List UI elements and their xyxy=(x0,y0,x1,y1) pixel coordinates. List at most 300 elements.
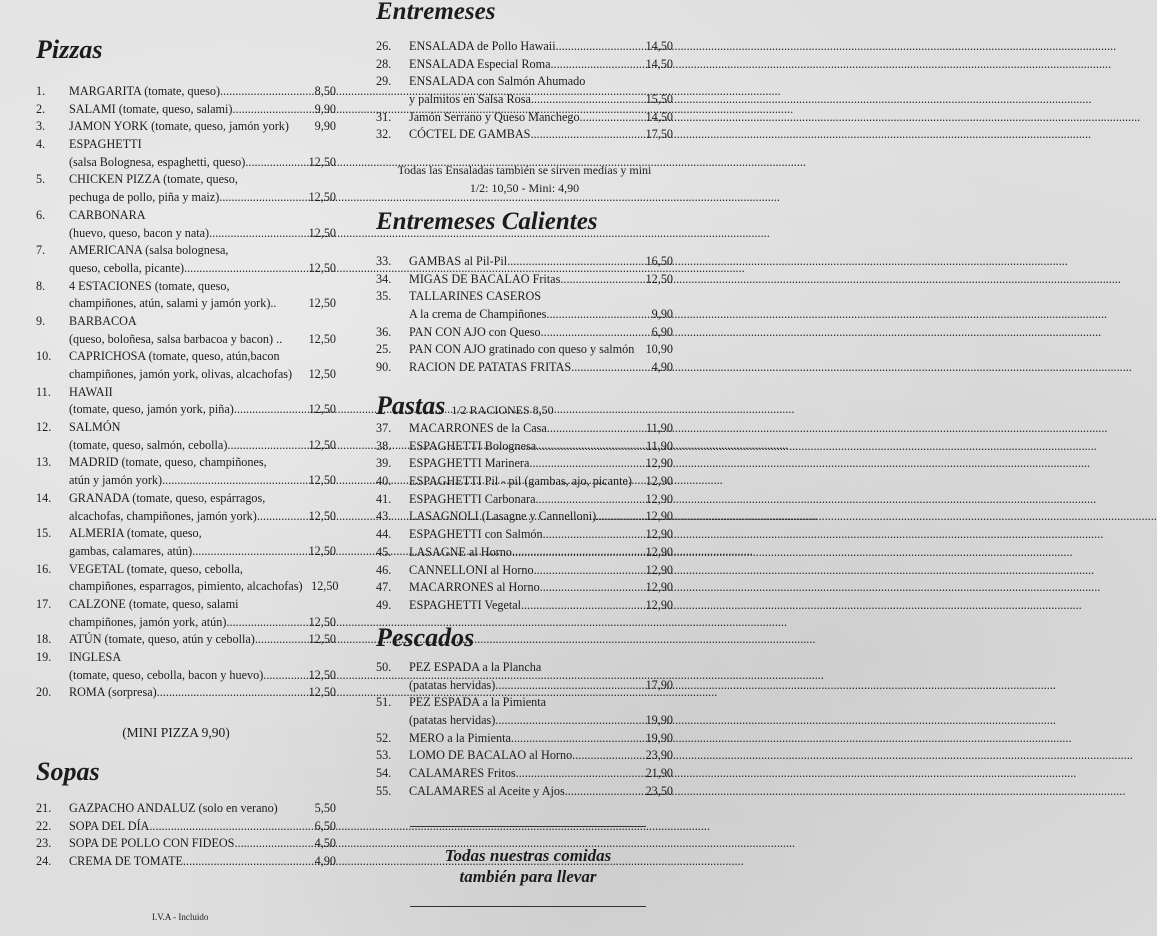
menu-item xyxy=(36,384,336,419)
item-line xyxy=(409,324,673,342)
item-price: 12,50 xyxy=(308,154,336,169)
menu-item xyxy=(376,73,673,108)
item-number: 31. xyxy=(376,109,392,124)
menu-item xyxy=(376,579,673,597)
item-text: CALAMARES al Aceite y Ajos xyxy=(409,783,565,798)
item-line xyxy=(409,765,673,783)
item-number: 36. xyxy=(376,324,392,339)
item-number: 46. xyxy=(376,562,392,577)
item-text: AMERICANA (salsa bolognesa, xyxy=(69,243,229,258)
item-line xyxy=(409,91,673,109)
item-price: 11,90 xyxy=(646,438,673,453)
item-price: 23,50 xyxy=(645,783,673,798)
menu-item xyxy=(36,207,336,242)
item-text: champiñones, atún, salami y jamón york).. xyxy=(69,296,277,311)
leader-dots xyxy=(529,455,639,473)
menu-item xyxy=(36,242,336,277)
leader-dots xyxy=(536,438,639,456)
item-text: PAN CON AJO con Queso xyxy=(409,324,541,339)
item-number: 1. xyxy=(36,84,46,98)
item-number: 52. xyxy=(376,730,392,745)
menu-item xyxy=(376,288,673,323)
item-number: 2. xyxy=(36,101,46,116)
item-number: 15. xyxy=(36,526,52,541)
item-number: 24. xyxy=(36,854,52,869)
item-line xyxy=(409,438,673,456)
leader-dots xyxy=(507,253,639,271)
item-price: 10,90 xyxy=(645,342,673,357)
item-text: MIGAS DE BACALAO Fritas xyxy=(409,271,561,286)
item-text: queso, cebolla, picante) xyxy=(69,260,185,275)
menu-item xyxy=(36,171,336,206)
leader-dots xyxy=(535,491,639,509)
menu-item xyxy=(36,136,336,171)
item-line xyxy=(69,171,336,189)
pizzas-title: Pizzas xyxy=(36,35,103,64)
item-number: 26. xyxy=(376,39,392,53)
item-line xyxy=(409,288,673,306)
item-number: 50. xyxy=(376,660,392,674)
item-line xyxy=(69,490,336,508)
item-number: 47. xyxy=(376,580,392,595)
item-line xyxy=(409,109,673,127)
item-line xyxy=(69,348,336,366)
item-line xyxy=(409,271,673,289)
menu-item xyxy=(36,684,336,702)
item-line xyxy=(409,491,673,509)
item-price: 19,90 xyxy=(645,713,673,728)
item-text: INGLESA xyxy=(69,650,122,664)
item-price: 12,50 xyxy=(308,225,336,240)
item-text: A la crema de Champiñones xyxy=(409,307,547,322)
item-text: alcachofas, champiñones, jamón york) xyxy=(69,508,257,523)
menu-item xyxy=(376,544,673,562)
ensaladas-note-line1: Todas las Ensaladas también se sirven medias y mini xyxy=(397,163,652,177)
menu-item xyxy=(376,526,673,544)
item-number: 40. xyxy=(376,474,392,489)
item-price: 12,50 xyxy=(308,296,336,311)
entremeses-title: Entremeses xyxy=(376,0,496,25)
item-line xyxy=(409,730,673,748)
item-number: 37. xyxy=(376,421,392,435)
pescados-list xyxy=(376,659,673,801)
leader-dots xyxy=(571,359,639,377)
item-price: 12,50 xyxy=(308,437,336,452)
item-line xyxy=(409,747,673,765)
item-text: RACION DE PATATAS FRITAS xyxy=(409,360,572,375)
iva-note: I.V.A - Incluido xyxy=(152,912,209,922)
item-number: 11. xyxy=(36,384,51,399)
item-price: 12,50 xyxy=(308,190,336,205)
menu-item xyxy=(376,747,673,765)
item-line xyxy=(69,800,336,818)
pescados-title: Pescados xyxy=(376,623,475,652)
item-price: 9,90 xyxy=(651,307,673,322)
item-price: 12,50 xyxy=(308,508,336,523)
calientes-list xyxy=(376,253,673,377)
item-text: GAZPACHO ANDALUZ (solo en verano) xyxy=(69,801,278,815)
leader-dots xyxy=(245,154,300,172)
leader-dots xyxy=(149,818,300,836)
item-text: PAN CON AJO gratinado con queso y salmón xyxy=(409,342,635,357)
item-text: champiñones, jamón york, olivas, alcachofas) xyxy=(69,367,293,381)
item-number: 53. xyxy=(376,748,392,763)
item-text: CREMA DE TOMATE xyxy=(69,854,183,869)
menu-item xyxy=(376,56,673,74)
menu-item xyxy=(36,525,336,560)
item-price: 16,50 xyxy=(645,254,673,268)
item-price: 12,50 xyxy=(311,579,339,594)
leader-dots xyxy=(495,712,639,730)
leader-dots xyxy=(580,109,639,127)
item-text: MACARRONES de la Casa xyxy=(409,421,547,435)
item-price: 12,50 xyxy=(645,271,673,286)
item-line xyxy=(69,83,336,101)
menu-item xyxy=(36,419,336,454)
item-line xyxy=(409,659,673,677)
leader-dots xyxy=(257,508,300,526)
menu-item xyxy=(36,596,336,631)
item-text: champiñones, jamón york, atún) xyxy=(69,614,227,629)
entremeses-list xyxy=(376,38,673,144)
leader-dots xyxy=(183,853,300,871)
item-price: 12,90 xyxy=(645,491,673,506)
item-line xyxy=(409,526,673,544)
leader-dots xyxy=(209,225,300,243)
menu-item xyxy=(376,324,673,342)
item-line xyxy=(409,455,673,473)
item-line xyxy=(409,420,673,438)
item-text: pechuga de pollo, piña y maiz) xyxy=(69,190,220,205)
item-line xyxy=(409,56,673,74)
item-number: 29. xyxy=(376,74,392,89)
leader-dots xyxy=(516,765,639,783)
item-number: 44. xyxy=(376,527,392,542)
item-price: 12,50 xyxy=(308,667,336,682)
menu-item xyxy=(36,490,336,525)
leader-dots xyxy=(541,324,639,342)
leader-dots xyxy=(543,526,639,544)
item-number: 39. xyxy=(376,456,392,471)
item-line xyxy=(409,597,673,615)
item-price: 12,50 xyxy=(308,331,336,346)
item-number: 8. xyxy=(36,278,46,293)
item-text: SOPA DE POLLO CON FIDEOS xyxy=(69,836,235,851)
item-price: 12,90 xyxy=(645,597,673,612)
item-line xyxy=(69,118,336,136)
item-line xyxy=(409,544,673,562)
item-line xyxy=(69,525,336,543)
pastas-list xyxy=(376,420,673,615)
item-line xyxy=(69,561,336,579)
sopas-title: Sopas xyxy=(36,757,100,786)
leader-dots xyxy=(495,677,639,695)
item-text: MACARRONES al Horno xyxy=(409,580,540,595)
item-line xyxy=(69,596,336,614)
leader-dots xyxy=(551,56,640,74)
item-number: 17. xyxy=(36,596,52,611)
item-text: ESPAGHETTI Marinera xyxy=(409,456,530,471)
item-number: 51. xyxy=(376,695,392,710)
item-text: ENSALADA Especial Roma xyxy=(409,56,551,71)
item-number: 38. xyxy=(376,438,392,453)
item-text: SALMÓN xyxy=(69,420,121,435)
item-number: 25. xyxy=(376,342,392,357)
item-price: 14,50 xyxy=(645,109,673,124)
item-price: 12,90 xyxy=(645,509,673,524)
item-text: LASAGNE al Horno xyxy=(409,544,512,559)
item-line xyxy=(69,818,336,836)
item-line xyxy=(69,101,336,119)
item-number: 13. xyxy=(36,455,52,470)
menu-item xyxy=(36,649,336,684)
menu-item xyxy=(376,508,673,526)
item-text: CAPRICHOSA (tomate, queso, atún,bacon xyxy=(69,349,280,364)
item-text: HAWAII xyxy=(69,384,113,399)
item-line xyxy=(69,313,336,331)
item-price: 21,90 xyxy=(645,766,673,781)
item-number: 90. xyxy=(376,360,392,375)
item-price: 12,90 xyxy=(645,527,673,542)
item-text: CHICKEN PIZZA (tomate, queso, xyxy=(69,172,238,187)
item-text: (tomate, queso, jamón york, piña) xyxy=(69,402,234,417)
item-text: (queso, boloñesa, salsa barbacoa y bacon) .. xyxy=(69,331,283,346)
item-text: ROMA (sorpresa) xyxy=(69,685,157,700)
item-line xyxy=(69,331,336,349)
item-price: 15,50 xyxy=(645,92,673,107)
item-line xyxy=(409,73,673,91)
item-line xyxy=(409,694,673,712)
item-line xyxy=(69,614,336,632)
leader-dots xyxy=(512,544,639,562)
item-line xyxy=(409,253,673,271)
item-line xyxy=(69,419,336,437)
item-line xyxy=(69,366,336,384)
sopas-list xyxy=(36,800,336,871)
item-line xyxy=(409,341,673,359)
item-price: 19,90 xyxy=(645,730,673,745)
menu-item xyxy=(376,694,673,729)
item-number: 35. xyxy=(376,289,392,304)
menu-item xyxy=(376,38,673,56)
menu-item xyxy=(36,348,336,383)
item-line xyxy=(69,136,336,154)
item-number: 4. xyxy=(36,137,46,152)
item-price: 12,50 xyxy=(308,260,336,275)
menu-item xyxy=(36,818,336,836)
menu-item xyxy=(376,597,673,615)
menu-item xyxy=(376,359,673,377)
item-text: LASAGNOLI (Lasagne y Cannelloni) xyxy=(409,509,597,524)
item-text: ESPAGHETTI Vegetal xyxy=(409,597,522,612)
item-text: VEGETAL (tomate, queso, cebolla, xyxy=(69,561,243,576)
item-text: LOMO DE BACALAO al Horno xyxy=(409,748,573,763)
item-text: BARBACOA xyxy=(69,313,137,328)
menu-item xyxy=(376,271,673,289)
ensaladas-note-line2: 1/2: 10,50 - Mini: 4,90 xyxy=(469,181,580,195)
item-price: 12,50 xyxy=(308,473,336,488)
item-text: ESPAGHETTI Carbonara xyxy=(409,491,536,506)
item-number: 55. xyxy=(376,783,392,798)
item-line xyxy=(69,260,336,278)
item-price: 9,90 xyxy=(314,119,336,134)
item-line xyxy=(409,473,673,491)
item-text: GRANADA (tomate, queso, espárragos, xyxy=(69,490,266,505)
pizzas-list xyxy=(36,83,339,702)
menu-item xyxy=(376,455,673,473)
leader-dots xyxy=(263,667,300,685)
menu-item xyxy=(36,83,336,101)
item-line xyxy=(69,649,336,667)
menu-item xyxy=(376,473,673,491)
item-price: 4,90 xyxy=(651,360,673,375)
leader-dots xyxy=(162,472,300,490)
item-number: 22. xyxy=(36,818,52,833)
item-number: 10. xyxy=(36,349,52,364)
item-price: 14,50 xyxy=(645,39,673,53)
item-price: 12,90 xyxy=(645,544,673,559)
item-number: 5. xyxy=(36,172,46,187)
menu-item xyxy=(36,853,336,871)
item-number: 3. xyxy=(36,119,46,134)
menu-item xyxy=(36,278,336,313)
item-price: 12,50 xyxy=(308,367,336,381)
item-text: CARBONARA xyxy=(69,207,146,222)
menu-item xyxy=(36,101,336,119)
item-line xyxy=(69,242,336,260)
item-text: y palmitos en Salsa Rosa xyxy=(409,92,531,107)
item-number: 43. xyxy=(376,509,392,524)
item-line xyxy=(69,667,336,685)
item-price: 12,50 xyxy=(308,685,336,700)
item-price: 9,90 xyxy=(314,101,336,116)
item-text: TALLARINES CASEROS xyxy=(409,289,542,304)
item-text: (salsa Bolognesa, espaghetti, queso) xyxy=(69,154,246,169)
menu-item xyxy=(376,109,673,127)
item-text: Jamón Serrano y Queso Manchego xyxy=(409,109,580,124)
menu-item xyxy=(36,118,336,136)
item-text: CANNELLONI al Horno xyxy=(409,562,534,577)
item-line xyxy=(69,384,336,402)
item-text: GAMBAS al Pil-Pil xyxy=(409,254,508,268)
mini-pizza-note: (MINI PIZZA 9,90) xyxy=(122,725,230,740)
item-price: 11,90 xyxy=(646,421,673,435)
item-number: 28. xyxy=(376,56,392,71)
item-number: 33. xyxy=(376,254,392,268)
menu-item xyxy=(376,420,673,438)
menu-item xyxy=(376,126,673,144)
item-text: ENSALADA con Salmón Ahumado xyxy=(409,74,586,89)
item-price: 12,50 xyxy=(308,632,336,647)
item-price: 5,50 xyxy=(314,801,336,815)
item-text: MARGARITA (tomate, queso) xyxy=(69,84,221,98)
closing-rule-bottom xyxy=(410,906,646,907)
leader-dots xyxy=(534,562,639,580)
item-number: 23. xyxy=(36,836,52,851)
left-column xyxy=(36,0,339,936)
item-number: 18. xyxy=(36,632,52,647)
item-line xyxy=(409,126,673,144)
item-text: gambas, calamares, atún) xyxy=(69,543,193,558)
item-line xyxy=(69,454,336,472)
right-column xyxy=(376,0,676,936)
item-price: 12,90 xyxy=(645,474,673,489)
item-price: 4,50 xyxy=(314,836,336,851)
item-price: 12,90 xyxy=(645,580,673,595)
item-text: SOPA DEL DÍA xyxy=(69,818,150,833)
item-line xyxy=(69,295,336,313)
item-text: (patatas hervidas) xyxy=(409,677,496,692)
item-text: (huevo, queso, bacon y nata) xyxy=(69,225,210,240)
leader-dots xyxy=(157,684,300,702)
item-price: 12,50 xyxy=(308,402,336,417)
leader-dots xyxy=(184,260,300,278)
item-text: CALZONE (tomate, queso, salami xyxy=(69,596,239,611)
item-text: PEZ ESPADA a la Pimienta xyxy=(409,695,547,710)
item-line xyxy=(69,207,336,225)
item-price: 23,90 xyxy=(645,748,673,763)
menu-item xyxy=(36,800,336,818)
item-text: ATÚN (tomate, queso, atún y cebolla) xyxy=(69,632,255,647)
item-text: CÓCTEL DE GAMBAS xyxy=(409,127,531,142)
menu-item xyxy=(36,561,339,596)
item-text: PEZ ESPADA a la Plancha xyxy=(409,660,542,674)
item-number: 32. xyxy=(376,127,392,142)
item-line xyxy=(69,631,336,649)
item-price: 17,90 xyxy=(645,677,673,692)
leader-dots xyxy=(511,730,639,748)
item-text: ENSALADA de Pollo Hawaii xyxy=(409,39,556,53)
item-line xyxy=(409,783,673,801)
leader-dots xyxy=(596,508,639,526)
closing-line2: también para llevar xyxy=(459,867,597,886)
item-text: ESPAGHETTI Bolognesa xyxy=(409,438,537,453)
item-number: 41. xyxy=(376,491,392,506)
item-number: 6. xyxy=(36,207,46,222)
item-line xyxy=(69,835,336,853)
item-line xyxy=(69,154,336,172)
leader-dots xyxy=(547,420,639,438)
item-line xyxy=(409,359,673,377)
menu-item xyxy=(376,562,673,580)
item-price: 14,50 xyxy=(645,56,673,71)
item-number: 9. xyxy=(36,313,46,328)
item-number: 45. xyxy=(376,544,392,559)
leader-dots xyxy=(232,101,300,119)
leader-dots xyxy=(219,189,300,207)
leader-dots xyxy=(234,401,300,419)
item-price: 6,90 xyxy=(651,324,673,339)
item-text: 4 ESTACIONES (tomate, queso, xyxy=(69,278,230,293)
leader-dots xyxy=(255,631,300,649)
menu-item xyxy=(376,438,673,456)
calientes-title: Entremeses Calientes xyxy=(376,208,598,235)
item-number: 7. xyxy=(36,243,46,258)
item-number: 20. xyxy=(36,685,52,700)
menu-item xyxy=(376,730,673,748)
item-text: ESPAGHETTI xyxy=(69,137,142,152)
item-text: ESPAGHETTI con Salmón xyxy=(409,527,543,542)
item-price: 12,50 xyxy=(308,614,336,629)
item-line xyxy=(409,562,673,580)
leader-dots xyxy=(234,835,300,853)
leader-dots xyxy=(572,747,639,765)
item-text: (tomate, queso, salmón, cebolla) xyxy=(69,437,228,452)
item-number: 49. xyxy=(376,597,392,612)
item-line xyxy=(69,853,336,871)
menu-item xyxy=(36,313,336,348)
item-number: 12. xyxy=(36,420,52,435)
